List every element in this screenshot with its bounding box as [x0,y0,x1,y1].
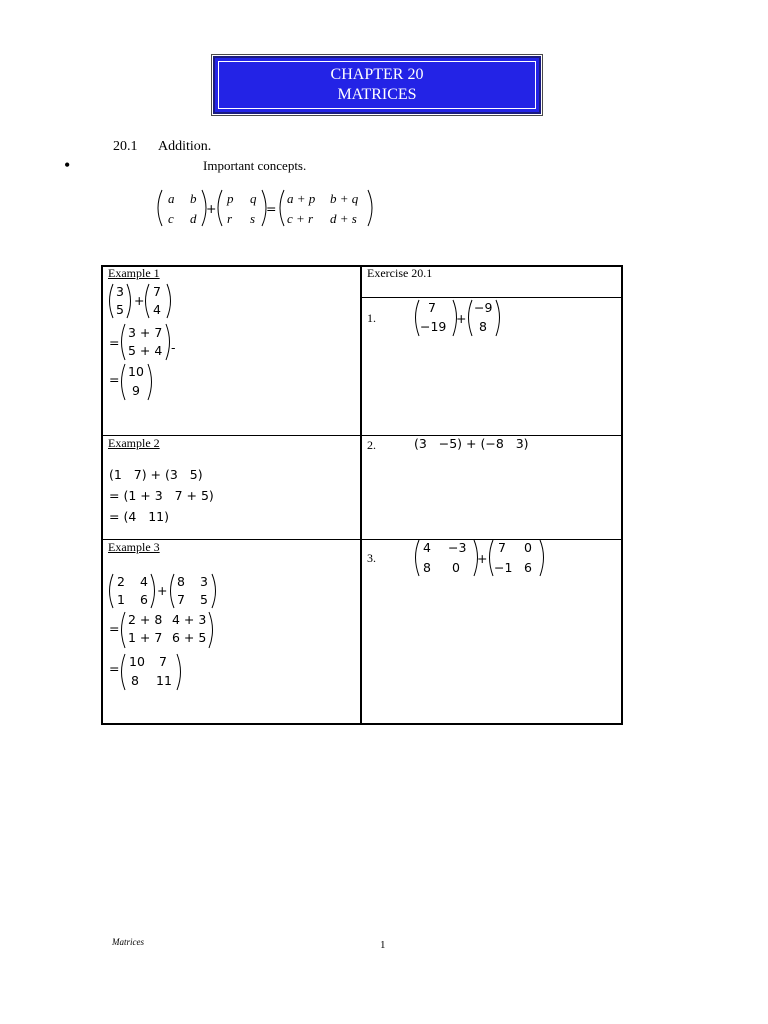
cm2-r: r [227,211,233,226]
svg-text:10: 10 [129,654,145,669]
cm1-c: c [168,211,174,226]
svg-text:4: 4 [423,540,431,555]
svg-text:1 + 7: 1 + 7 [128,630,163,645]
example-3-title: Example 3 [108,540,160,554]
svg-text:=: = [109,335,120,350]
section-title: Addition. [158,139,212,154]
svg-text:8: 8 [131,673,139,688]
concept-formula [150,186,390,232]
svg-text:8: 8 [423,560,431,575]
svg-text:+: + [477,551,488,566]
cm3-11: a + p [287,191,316,206]
svg-text:=: = [109,372,120,387]
exercise-2-number: 2. [367,438,376,452]
svg-text:−3: −3 [448,540,467,555]
svg-text:1: 1 [117,592,125,607]
chapter-banner [213,56,541,114]
concept-matrix-sum [280,190,372,226]
chapter-number: CHAPTER 20 [330,66,424,83]
svg-text:3: 3 [116,284,124,299]
cm3-21: c + r [287,211,314,226]
cm3-22: d + s [330,211,357,226]
svg-text:8: 8 [479,319,487,334]
cm3-12: b + q [330,191,359,206]
svg-text:5: 5 [200,592,208,607]
chapter-banner-inner [218,61,536,109]
svg-text:5 + 4: 5 + 4 [128,343,163,358]
footer-label: Matrices [112,937,144,947]
svg-text:−19: −19 [420,319,447,334]
page-number: 1 [380,939,386,951]
example-1-work [104,280,204,405]
cm2-p: p [227,191,234,206]
svg-text:+: + [456,311,467,326]
svg-text:=: = [109,661,120,676]
cm2-q: q [250,191,257,206]
svg-text:7: 7 [428,300,436,315]
svg-text:6 + 5: 6 + 5 [172,630,207,645]
svg-text:7: 7 [177,592,185,607]
concept-equals: = [266,201,277,216]
cm1-d: d [190,211,197,226]
example-1-title: Example 1 [108,266,160,280]
svg-text:6: 6 [140,592,148,607]
svg-text:8: 8 [177,574,185,589]
example-2-line-2: = (1 + 3 7 + 5) [109,488,214,503]
example-2-line-3: = (4 11) [109,509,169,524]
svg-text:0: 0 [524,540,532,555]
svg-text:5: 5 [116,302,124,317]
cm2-s: s [250,211,256,226]
exercise-2-expression: (3 −5) + (−8 3) [414,436,529,451]
exercise-3-expression [410,536,550,582]
svg-text:4: 4 [140,574,148,589]
concept-matrix-b [218,190,266,226]
example-3-work [104,570,224,695]
cm1-a: a [168,191,175,206]
exercise-1-number: 1. [367,311,376,325]
svg-text:10: 10 [128,364,144,379]
row-line-1 [101,435,623,436]
example-2-title: Example 2 [108,436,160,450]
svg-text:−9: −9 [474,300,493,315]
svg-text:7: 7 [153,284,161,299]
svg-text:7: 7 [159,654,167,669]
svg-text:9: 9 [132,383,140,398]
svg-text:=: = [109,621,120,636]
svg-text:2: 2 [117,574,125,589]
svg-text:7: 7 [498,540,506,555]
exercise-title: Exercise 20.1 [367,266,433,280]
svg-text:4: 4 [153,302,161,317]
concept-matrix-a [158,190,206,226]
exercise-1-expression [410,296,510,342]
cm1-b: b [190,191,197,206]
svg-text:6: 6 [524,560,532,575]
svg-text:+: + [134,293,145,308]
svg-text:+: + [157,583,168,598]
concept-plus: + [206,201,217,216]
section-number: 20.1 [113,139,138,154]
example-2-line-1: (1 7) + (3 5) [109,467,203,482]
svg-text:11: 11 [156,673,172,688]
svg-text:2 + 8: 2 + 8 [128,612,163,627]
bullet-text: Important concepts. [203,158,307,173]
svg-text:−1: −1 [494,560,513,575]
chapter-title: MATRICES [337,86,417,103]
exercise-3-number: 3. [367,551,376,565]
bullet-point: • [64,155,71,175]
table-divider-vertical [360,265,362,725]
svg-text:-: - [171,340,176,355]
svg-text:4 + 3: 4 + 3 [172,612,207,627]
svg-text:3: 3 [200,574,208,589]
svg-text:3 + 7: 3 + 7 [128,325,163,340]
svg-text:0: 0 [452,560,460,575]
